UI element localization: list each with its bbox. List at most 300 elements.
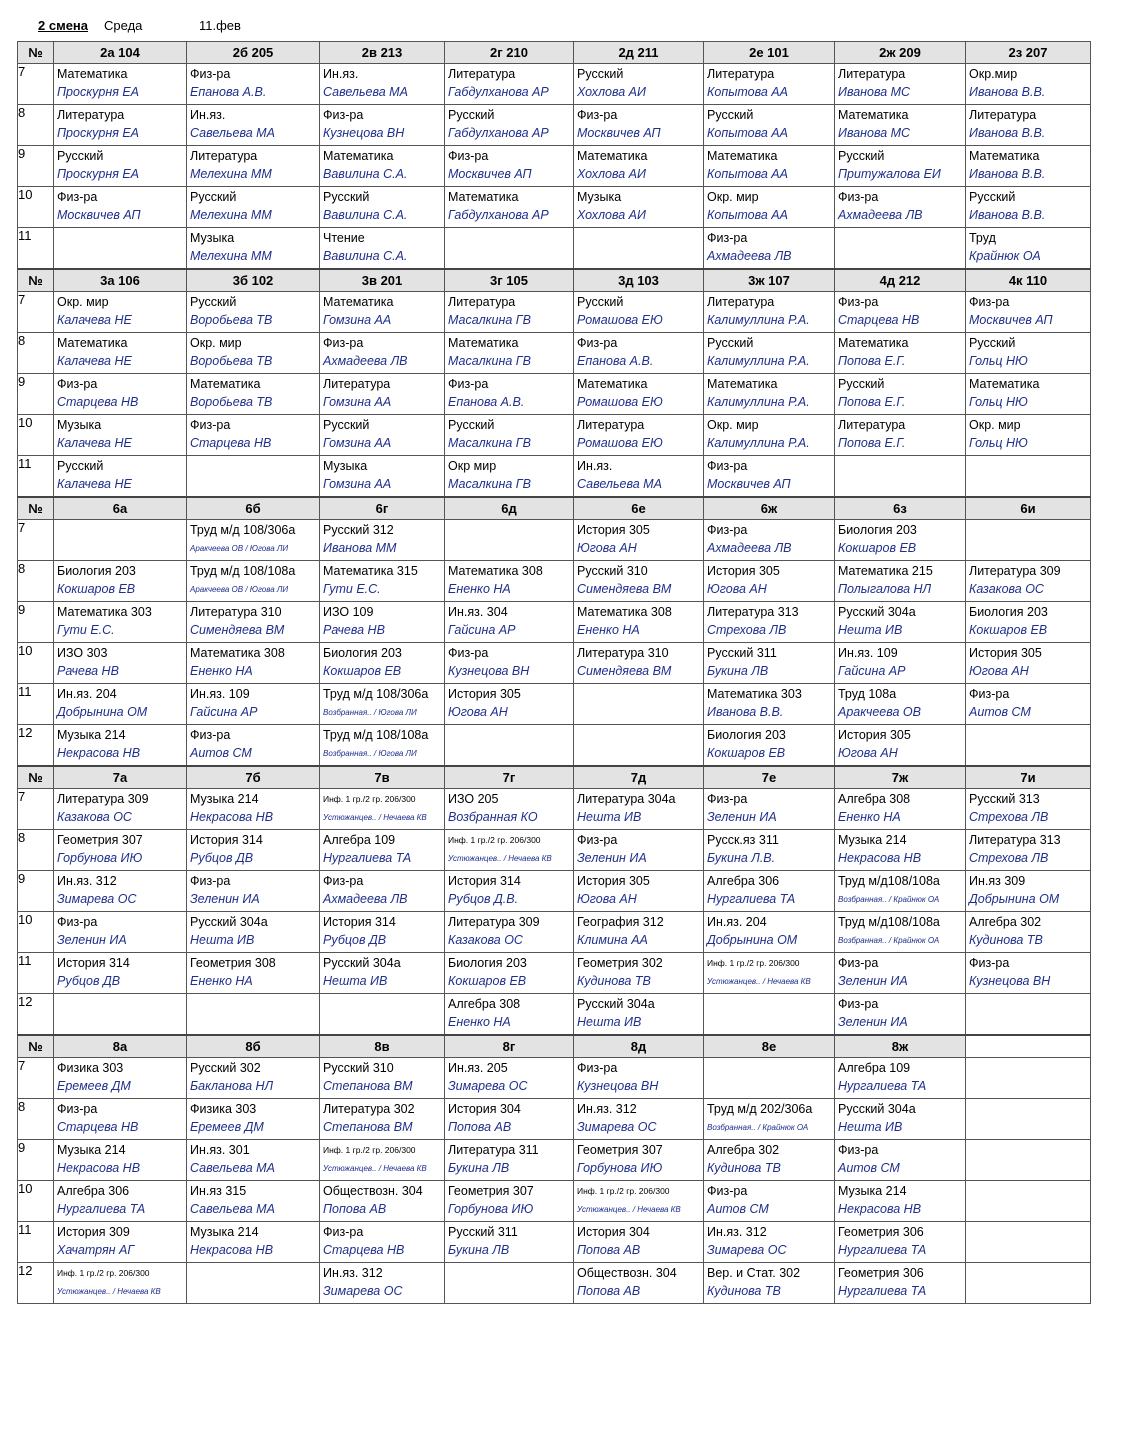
class-header: 2г 210 bbox=[445, 42, 574, 64]
teacher: Зеленин ИА bbox=[707, 810, 777, 824]
subject: Ин.яз. 109 bbox=[838, 646, 898, 660]
subject bbox=[54, 994, 186, 996]
subject: Геометрия 307 bbox=[448, 1184, 534, 1198]
teacher: Ахмадеева ЛВ bbox=[323, 892, 408, 906]
teacher: Возбранная.. / Крайнюк ОА bbox=[838, 895, 940, 904]
teacher: Копытова АА bbox=[707, 208, 788, 222]
lesson-cell bbox=[320, 830, 445, 871]
lesson-cell bbox=[966, 953, 1091, 994]
lesson-cell bbox=[966, 643, 1091, 684]
subject: Окр. мир bbox=[707, 190, 759, 204]
teacher: Вавилина С.А. bbox=[323, 167, 408, 181]
teacher: Устюжанцев.. / Нечаева КВ bbox=[707, 977, 811, 986]
lesson-cell bbox=[835, 374, 966, 415]
teacher: Крайнюк ОА bbox=[969, 249, 1041, 263]
lesson-cell bbox=[704, 830, 835, 871]
lesson-cell bbox=[320, 228, 445, 270]
teacher: Югова АН bbox=[969, 664, 1029, 678]
class-header: 2е 101 bbox=[704, 42, 835, 64]
subject: Биология 203 bbox=[57, 564, 136, 578]
empty-area bbox=[966, 1099, 1091, 1140]
lesson-row bbox=[18, 994, 1091, 1036]
subject: Музыка 214 bbox=[57, 728, 126, 742]
lesson-cell bbox=[187, 912, 320, 953]
lesson-cell bbox=[54, 561, 187, 602]
class-header-row bbox=[18, 497, 1091, 520]
teacher: Возбранная.. / Крайнюк ОА bbox=[707, 1123, 809, 1132]
subject bbox=[966, 725, 1090, 727]
teacher: Стрехова ЛВ bbox=[969, 851, 1049, 865]
teacher: Проскурня ЕА bbox=[57, 126, 140, 140]
subject: История 305 bbox=[707, 564, 780, 578]
teacher: Югова АН bbox=[577, 892, 637, 906]
teacher: Ененко НА bbox=[448, 582, 511, 596]
lesson-cell bbox=[966, 456, 1091, 498]
lesson-cell bbox=[704, 415, 835, 456]
subject: Труд м/д 108/108а bbox=[190, 564, 296, 578]
teacher: Рубцов Д.В. bbox=[448, 892, 519, 906]
lesson-cell bbox=[187, 602, 320, 643]
subject bbox=[704, 994, 834, 996]
subject: Алгебра 306 bbox=[707, 874, 780, 888]
subject: Русский bbox=[577, 67, 624, 81]
lesson-cell bbox=[835, 228, 966, 270]
lesson-cell bbox=[574, 1058, 704, 1099]
lesson-cell bbox=[966, 602, 1091, 643]
teacher: Возбранная.. / Югова ЛИ bbox=[323, 749, 417, 758]
lesson-row bbox=[18, 187, 1091, 228]
subject: Труд bbox=[969, 231, 996, 245]
lesson-cell bbox=[574, 456, 704, 498]
teacher: Савельева МА bbox=[577, 477, 662, 491]
subject bbox=[445, 725, 573, 727]
subject: Биология 203 bbox=[323, 646, 402, 660]
lesson-cell bbox=[574, 561, 704, 602]
teacher: Степанова ВМ bbox=[323, 1120, 413, 1134]
class-header: 6б bbox=[187, 497, 320, 520]
subject bbox=[187, 1263, 319, 1265]
lesson-cell bbox=[966, 292, 1091, 333]
lesson-cell bbox=[835, 1263, 966, 1304]
empty-area bbox=[966, 1035, 1091, 1058]
subject: Инф. 1 гр./2 гр. 206/300 bbox=[323, 1145, 416, 1155]
empty-area bbox=[966, 1058, 1091, 1099]
subject: Физ-ра bbox=[707, 231, 748, 245]
subject: Чтение bbox=[323, 231, 365, 245]
subject: Русский bbox=[57, 459, 104, 473]
lesson-cell bbox=[835, 830, 966, 871]
subject: Литература 309 bbox=[57, 792, 149, 806]
lesson-cell bbox=[835, 333, 966, 374]
lesson-cell bbox=[704, 643, 835, 684]
class-header: 3г 105 bbox=[445, 269, 574, 292]
teacher: Еремеев ДМ bbox=[57, 1079, 131, 1093]
lesson-cell bbox=[54, 105, 187, 146]
teacher: Добрынина ОМ bbox=[707, 933, 798, 947]
subject: Музыка bbox=[323, 459, 368, 473]
subject: Физика 303 bbox=[190, 1102, 257, 1116]
teacher: Калимуллина Р.А. bbox=[707, 436, 810, 450]
lesson-cell bbox=[574, 1099, 704, 1140]
teacher: Нургалиева ТА bbox=[323, 851, 412, 865]
teacher: Москвичев АП bbox=[707, 477, 791, 491]
lesson-row bbox=[18, 1058, 1091, 1099]
subject: Математика bbox=[838, 108, 909, 122]
teacher: Нешта ИВ bbox=[838, 623, 903, 637]
lesson-cell bbox=[704, 725, 835, 767]
class-header: 6ж bbox=[704, 497, 835, 520]
lesson-cell bbox=[835, 953, 966, 994]
subject: Математика bbox=[323, 149, 394, 163]
lesson-cell bbox=[54, 1222, 187, 1263]
subject: Физ-ра bbox=[707, 1184, 748, 1198]
lesson-cell bbox=[574, 1140, 704, 1181]
teacher: Зимарева ОС bbox=[577, 1120, 657, 1134]
class-header: 3б 102 bbox=[187, 269, 320, 292]
schedule-table bbox=[17, 41, 1091, 1304]
subject: Русский 302 bbox=[190, 1061, 261, 1075]
teacher: Нешта ИВ bbox=[577, 810, 642, 824]
subject: Литература 311 bbox=[448, 1143, 539, 1157]
teacher: Устюжанцев.. / Нечаева КВ bbox=[323, 1164, 427, 1173]
lesson-cell bbox=[187, 520, 320, 561]
teacher: Аитов СМ bbox=[969, 705, 1031, 719]
lesson-number: 8 bbox=[18, 561, 54, 602]
teacher: Калимуллина Р.А. bbox=[707, 313, 810, 327]
subject bbox=[187, 994, 319, 996]
lesson-number-header: № bbox=[18, 766, 54, 789]
teacher: Югова АН bbox=[707, 582, 767, 596]
lesson-cell bbox=[835, 146, 966, 187]
teacher: Некрасова НВ bbox=[838, 851, 922, 865]
empty-area bbox=[966, 1222, 1091, 1263]
subject: Окр. мир bbox=[190, 336, 242, 350]
lesson-cell bbox=[835, 415, 966, 456]
lesson-cell bbox=[187, 292, 320, 333]
lesson-cell bbox=[835, 602, 966, 643]
teacher: Калимуллина Р.А. bbox=[707, 354, 810, 368]
subject: География 312 bbox=[577, 915, 664, 929]
subject: История 305 bbox=[969, 646, 1042, 660]
subject: Русский 311 bbox=[707, 646, 777, 660]
subject: Литература 313 bbox=[969, 833, 1061, 847]
subject bbox=[966, 520, 1090, 522]
subject: Физ-ра bbox=[838, 956, 879, 970]
subject: Русский 304а bbox=[838, 605, 916, 619]
teacher: Габдулханова АР bbox=[448, 208, 549, 222]
subject: Русский bbox=[448, 418, 495, 432]
lesson-cell bbox=[574, 684, 704, 725]
class-header: 8а bbox=[54, 1035, 187, 1058]
lesson-number: 12 bbox=[18, 994, 54, 1036]
teacher: Горбунова ИЮ bbox=[57, 851, 143, 865]
lesson-cell bbox=[704, 561, 835, 602]
class-header: 7б bbox=[187, 766, 320, 789]
lesson-cell bbox=[835, 292, 966, 333]
subject: Физ-ра bbox=[323, 1225, 364, 1239]
lesson-number: 10 bbox=[18, 415, 54, 456]
lesson-cell bbox=[704, 1099, 835, 1140]
teacher: Некрасова НВ bbox=[57, 746, 141, 760]
teacher: Гольц НЮ bbox=[969, 395, 1028, 409]
teacher: Зеленин ИА bbox=[838, 1015, 908, 1029]
teacher: Казакова ОС bbox=[57, 810, 132, 824]
teacher: Попова АВ bbox=[448, 1120, 512, 1134]
teacher: Калачева НЕ bbox=[57, 477, 132, 491]
teacher: Епанова А.В. bbox=[190, 85, 267, 99]
lesson-number-header: № bbox=[18, 497, 54, 520]
teacher: Иванова В.В. bbox=[969, 126, 1046, 140]
subject: Русский bbox=[838, 377, 885, 391]
teacher: Гайсина АР bbox=[448, 623, 516, 637]
lesson-cell bbox=[574, 725, 704, 767]
lesson-cell bbox=[574, 602, 704, 643]
subject: Литература bbox=[190, 149, 258, 163]
class-header: 7д bbox=[574, 766, 704, 789]
teacher: Иванова В.В. bbox=[969, 208, 1046, 222]
subject: Русск.яз 311 bbox=[707, 833, 779, 847]
lesson-row bbox=[18, 146, 1091, 187]
subject: Математика bbox=[577, 377, 648, 391]
lesson-cell bbox=[704, 994, 835, 1036]
teacher: Кокшаров ЕВ bbox=[969, 623, 1048, 637]
teacher: Проскурня ЕА bbox=[57, 85, 140, 99]
lesson-cell bbox=[966, 912, 1091, 953]
teacher: Вавилина С.А. bbox=[323, 208, 408, 222]
lesson-cell bbox=[320, 684, 445, 725]
teacher: Гомзина АА bbox=[323, 436, 392, 450]
subject: Физ-ра bbox=[577, 108, 618, 122]
lesson-cell bbox=[574, 1181, 704, 1222]
subject: Физ-ра bbox=[190, 728, 231, 742]
subject: Физ-ра bbox=[838, 1143, 879, 1157]
subject: Геометрия 306 bbox=[838, 1266, 924, 1280]
subject: Русский 304а bbox=[190, 915, 268, 929]
teacher: Попова АВ bbox=[577, 1284, 641, 1298]
lesson-cell bbox=[445, 187, 574, 228]
teacher: Стрехова ЛВ bbox=[969, 810, 1049, 824]
teacher: Нешта ИВ bbox=[323, 974, 388, 988]
teacher: Попова Е.Г. bbox=[838, 436, 906, 450]
lesson-cell bbox=[445, 415, 574, 456]
teacher: Аракчеева ОВ / Югова ЛИ bbox=[190, 585, 289, 594]
lesson-cell bbox=[704, 871, 835, 912]
lesson-number: 8 bbox=[18, 105, 54, 146]
lesson-cell bbox=[320, 64, 445, 105]
subject: Физ-ра bbox=[577, 1061, 618, 1075]
lesson-cell bbox=[966, 415, 1091, 456]
teacher: Попова Е.Г. bbox=[838, 354, 906, 368]
teacher: Казакова ОС bbox=[969, 582, 1044, 596]
subject: Математика bbox=[969, 149, 1040, 163]
subject: История 305 bbox=[577, 523, 650, 537]
teacher: Ахмадеева ЛВ bbox=[707, 541, 792, 555]
subject bbox=[574, 684, 703, 686]
lesson-cell bbox=[320, 1058, 445, 1099]
subject: Алгебра 308 bbox=[448, 997, 521, 1011]
subject bbox=[187, 456, 319, 458]
lesson-cell bbox=[320, 561, 445, 602]
teacher: Возбранная КО bbox=[448, 810, 538, 824]
teacher: Иванова ММ bbox=[323, 541, 397, 555]
subject: Биология 203 bbox=[969, 605, 1048, 619]
subject: Труд м/д108/108а bbox=[838, 915, 940, 929]
subject: Окр. мир bbox=[969, 418, 1021, 432]
subject: История 304 bbox=[577, 1225, 650, 1239]
class-header-row bbox=[18, 42, 1091, 64]
subject: Русский bbox=[57, 149, 104, 163]
subject: Физ-ра bbox=[57, 1102, 98, 1116]
subject: Математика 303 bbox=[57, 605, 152, 619]
lesson-cell bbox=[704, 520, 835, 561]
teacher: Ахмадеева ЛВ bbox=[838, 208, 923, 222]
lesson-number: 10 bbox=[18, 912, 54, 953]
subject: Литература 309 bbox=[448, 915, 540, 929]
teacher: Аракчеева ОВ bbox=[838, 705, 921, 719]
lesson-cell bbox=[54, 1099, 187, 1140]
lesson-cell bbox=[574, 1263, 704, 1304]
teacher: Ахмадеева ЛВ bbox=[707, 249, 792, 263]
lesson-cell bbox=[574, 912, 704, 953]
subject: Математика 308 bbox=[190, 646, 285, 660]
subject: Физ-ра bbox=[969, 687, 1010, 701]
teacher: Проскурня ЕА bbox=[57, 167, 140, 181]
class-header: 8б bbox=[187, 1035, 320, 1058]
subject: Обществозн. 304 bbox=[323, 1184, 423, 1198]
lesson-cell bbox=[445, 561, 574, 602]
teacher: Нургалиева ТА bbox=[838, 1079, 927, 1093]
subject: Алгебра 302 bbox=[969, 915, 1042, 929]
subject: История 305 bbox=[577, 874, 650, 888]
subject bbox=[54, 228, 186, 230]
subject: Инф. 1 гр./2 гр. 206/300 bbox=[323, 794, 416, 804]
lesson-cell bbox=[574, 415, 704, 456]
lesson-cell bbox=[574, 830, 704, 871]
teacher: Аракчеева ОВ / Югова ЛИ bbox=[190, 544, 289, 553]
teacher: Москвичев АП bbox=[448, 167, 532, 181]
teacher: Вавилина С.А. bbox=[323, 249, 408, 263]
lesson-cell bbox=[187, 228, 320, 270]
subject: Физ-ра bbox=[57, 915, 98, 929]
lesson-cell bbox=[704, 1058, 835, 1099]
class-header: 3в 201 bbox=[320, 269, 445, 292]
subject: Русский 304а bbox=[323, 956, 401, 970]
lesson-row bbox=[18, 561, 1091, 602]
subject: Русский bbox=[707, 108, 754, 122]
lesson-cell bbox=[574, 228, 704, 270]
lesson-row bbox=[18, 830, 1091, 871]
teacher: Мелехина ММ bbox=[190, 249, 272, 263]
lesson-cell bbox=[835, 725, 966, 767]
lesson-cell bbox=[966, 684, 1091, 725]
teacher: Букина ЛВ bbox=[707, 664, 769, 678]
lesson-cell bbox=[704, 1181, 835, 1222]
subject: Физ-ра bbox=[323, 336, 364, 350]
subject: Литература 313 bbox=[707, 605, 799, 619]
teacher: Калачева НЕ bbox=[57, 436, 132, 450]
teacher: Копытова АА bbox=[707, 85, 788, 99]
lesson-cell bbox=[320, 912, 445, 953]
lesson-number: 10 bbox=[18, 187, 54, 228]
subject: Физ-ра bbox=[838, 190, 879, 204]
subject: Окр. мир bbox=[57, 295, 109, 309]
teacher: Югова АН bbox=[838, 746, 898, 760]
lesson-cell bbox=[704, 1263, 835, 1304]
teacher: Ененко НА bbox=[577, 623, 640, 637]
subject bbox=[445, 1263, 573, 1265]
subject: Математика bbox=[57, 336, 128, 350]
teacher: Кудинова ТВ bbox=[707, 1161, 781, 1175]
lesson-cell bbox=[445, 333, 574, 374]
lesson-cell bbox=[187, 830, 320, 871]
subject: Музыка 214 bbox=[190, 1225, 259, 1239]
lesson-cell bbox=[54, 643, 187, 684]
subject: Русский bbox=[190, 295, 237, 309]
lesson-number: 7 bbox=[18, 1058, 54, 1099]
subject: Алгебра 308 bbox=[838, 792, 911, 806]
teacher: Добрынина ОМ bbox=[969, 892, 1060, 906]
lesson-cell bbox=[445, 146, 574, 187]
lesson-cell bbox=[320, 520, 445, 561]
date-label: 11.фев bbox=[199, 18, 241, 33]
subject: Литература bbox=[838, 67, 906, 81]
subject bbox=[966, 994, 1090, 996]
lesson-cell bbox=[966, 520, 1091, 561]
subject: Математика bbox=[969, 377, 1040, 391]
class-header: 7е bbox=[704, 766, 835, 789]
lesson-cell bbox=[320, 146, 445, 187]
lesson-number: 9 bbox=[18, 1140, 54, 1181]
lesson-cell bbox=[445, 374, 574, 415]
subject: Математика bbox=[190, 377, 261, 391]
subject: Инф. 1 гр./2 гр. 206/300 bbox=[577, 1186, 670, 1196]
subject: Геометрия 306 bbox=[838, 1225, 924, 1239]
class-header: 8г bbox=[445, 1035, 574, 1058]
teacher: Некрасова НВ bbox=[190, 810, 274, 824]
lesson-cell bbox=[445, 725, 574, 767]
teacher: Кудинова ТВ bbox=[969, 933, 1043, 947]
lesson-number: 8 bbox=[18, 333, 54, 374]
lesson-cell bbox=[187, 415, 320, 456]
teacher: Симендяева ВМ bbox=[577, 582, 672, 596]
lesson-cell bbox=[445, 1099, 574, 1140]
teacher: Рачева НВ bbox=[57, 664, 119, 678]
lesson-cell bbox=[835, 1099, 966, 1140]
subject: Физ-ра bbox=[838, 997, 879, 1011]
subject bbox=[445, 228, 573, 230]
lesson-cell bbox=[704, 374, 835, 415]
teacher: Кокшаров ЕВ bbox=[323, 664, 402, 678]
lesson-cell bbox=[187, 1140, 320, 1181]
lesson-cell bbox=[320, 994, 445, 1036]
lesson-row bbox=[18, 725, 1091, 767]
teacher: Кокшаров ЕВ bbox=[838, 541, 917, 555]
lesson-cell bbox=[835, 912, 966, 953]
class-header: 6а bbox=[54, 497, 187, 520]
lesson-cell bbox=[574, 333, 704, 374]
teacher: Стрехова ЛВ bbox=[707, 623, 787, 637]
subject: История 314 bbox=[323, 915, 396, 929]
teacher: Зеленин ИА bbox=[838, 974, 908, 988]
teacher: Кудинова ТВ bbox=[707, 1284, 781, 1298]
class-header-row bbox=[18, 766, 1091, 789]
class-header: 6и bbox=[966, 497, 1091, 520]
lesson-cell bbox=[187, 684, 320, 725]
teacher: Старцева НВ bbox=[190, 436, 272, 450]
subject: Ин.яз. 312 bbox=[57, 874, 117, 888]
teacher: Кудинова ТВ bbox=[577, 974, 651, 988]
lesson-number-header: № bbox=[18, 1035, 54, 1058]
